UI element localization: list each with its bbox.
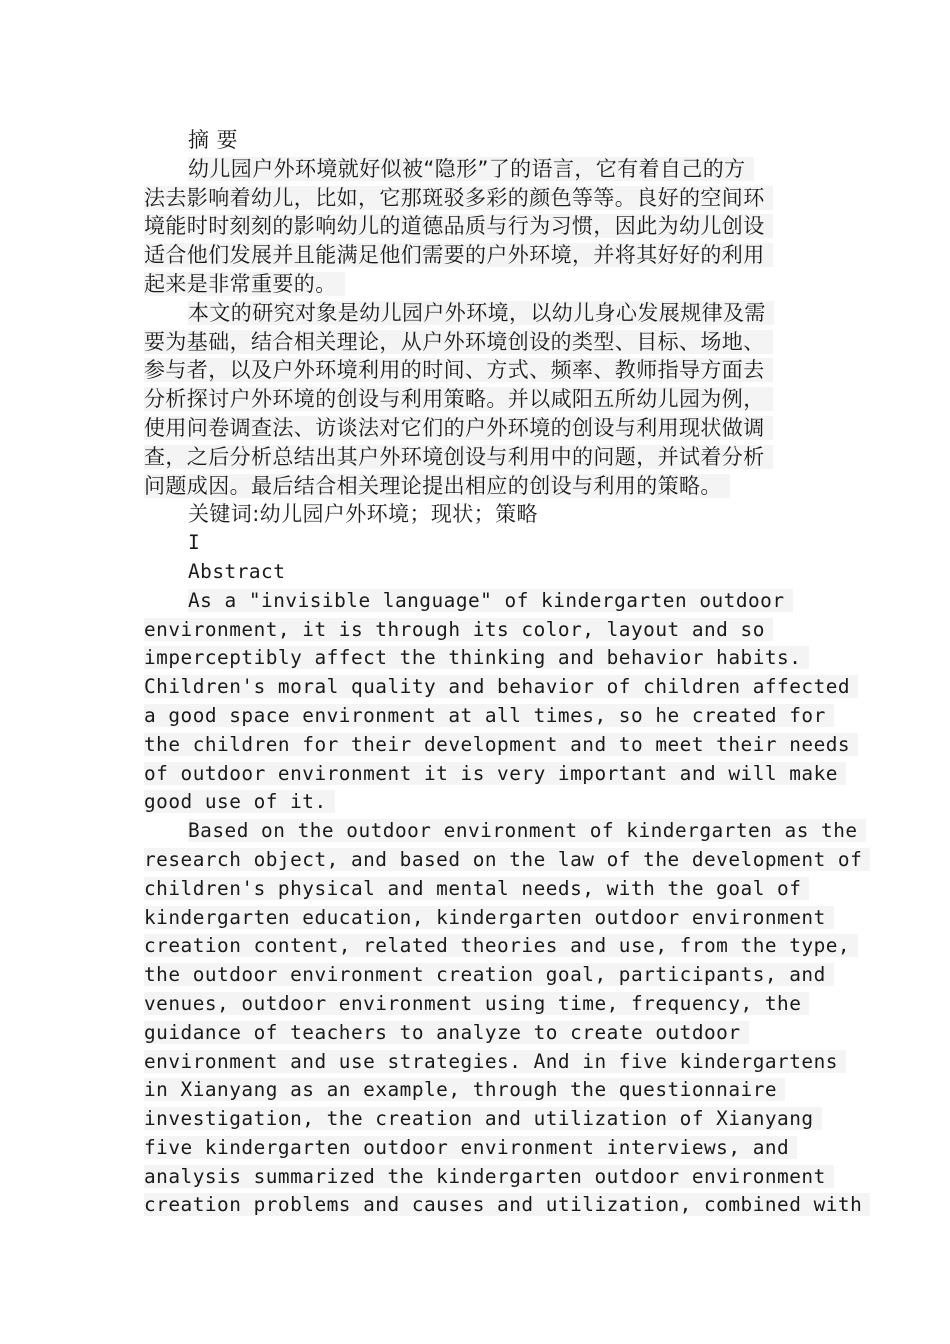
text-line: 境能时时刻刻的影响幼儿的道德品质与行为习惯，因此为幼儿创设 [144, 214, 773, 238]
document-body [144, 126, 863, 1220]
text-line: environment, it is through its color, layout and so [144, 618, 773, 641]
text-line: kindergarten education, kindergarten outdoor environment [144, 906, 834, 929]
text-line: the children for their development and to meet their needs [144, 733, 858, 756]
text-line: 要为基础，结合相关理论，从户外环境创设的类型、目标、场地、 [144, 330, 773, 354]
text-line: children's physical and mental needs, with the goal of [144, 877, 809, 900]
text-line: 查，之后分析总结出其户外环境创设与利用中的问题，并试着分析 [144, 445, 773, 469]
chinese-paragraph-1 [144, 155, 808, 299]
text-line: environment and use strategies. And in five kindergartens [144, 1050, 846, 1073]
english-paragraph-1 [144, 587, 851, 817]
text-line: As a "invisible language" of kindergarten outdoor [188, 589, 793, 612]
page-marker: I [188, 531, 201, 555]
english-paragraph-2 [144, 817, 863, 1220]
text-line: 问题成因。最后结合相关理论提出相应的创设与利用的策略。 [144, 474, 730, 498]
text-line: 幼儿园户外环境就好似被“隐形”了的语言，它有着自己的方 [188, 157, 754, 181]
text-line: 使用问卷调查法、访谈法对它们的户外环境的创设与利用现状做调 [144, 416, 773, 440]
text-line: investigation, the creation and utilization of Xianyang [144, 1107, 822, 1130]
text-line: imperceptibly affect the thinking and behavior habits. [144, 646, 809, 669]
text-line: Children's moral quality and behavior of children affected [144, 675, 858, 698]
text-line: research object, and based on the law of the development of [144, 848, 870, 871]
english-abstract-heading: Abstract [188, 559, 286, 583]
chinese-abstract-heading: 摘 要 [188, 128, 238, 152]
chinese-paragraph-2 [144, 299, 808, 501]
text-line: guidance of teachers to analyze to create outdoor [144, 1021, 749, 1044]
text-line: 起来是非常重要的。 [144, 272, 345, 296]
text-line: a good space environment at all times, so he created for [144, 704, 834, 727]
text-line: venues, outdoor environment using time, frequency, the [144, 992, 809, 1015]
text-line: analysis summarized the kindergarten outdoor environment [144, 1165, 834, 1188]
text-line: in Xianyang as an example, through the questionnaire [144, 1078, 785, 1101]
text-line: 分析探讨户外环境的创设与利用策略。并以咸阳五所幼儿园为例， [144, 387, 773, 411]
text-line: 法去影响着幼儿，比如，它那斑驳多彩的颜色等等。良好的空间环 [144, 186, 773, 210]
text-line: of outdoor environment it is very important and will make [144, 762, 846, 785]
text-line: Based on the outdoor environment of kindergarten as the [188, 819, 866, 842]
text-line: creation problems and causes and utilization, combined with [144, 1193, 870, 1216]
text-line: 本文的研究对象是幼儿园户外环境，以幼儿身心发展规律及需 [188, 301, 774, 325]
text-line: five kindergarten outdoor environment interviews, and [144, 1136, 797, 1159]
keywords-line: 关键词:幼儿园户外环境；现状；策略 [188, 502, 538, 527]
text-line: 适合他们发展并且能满足他们需要的户外环境，并将其好好的利用 [144, 243, 773, 267]
text-line: the outdoor environment creation goal, participants, and [144, 963, 834, 986]
text-line: creation content, related theories and use, from the type, [144, 934, 858, 957]
text-line: 参与者，以及户外环境利用的时间、方式、频率、教师指导方面去 [144, 358, 773, 382]
text-line: good use of it. [144, 790, 335, 813]
